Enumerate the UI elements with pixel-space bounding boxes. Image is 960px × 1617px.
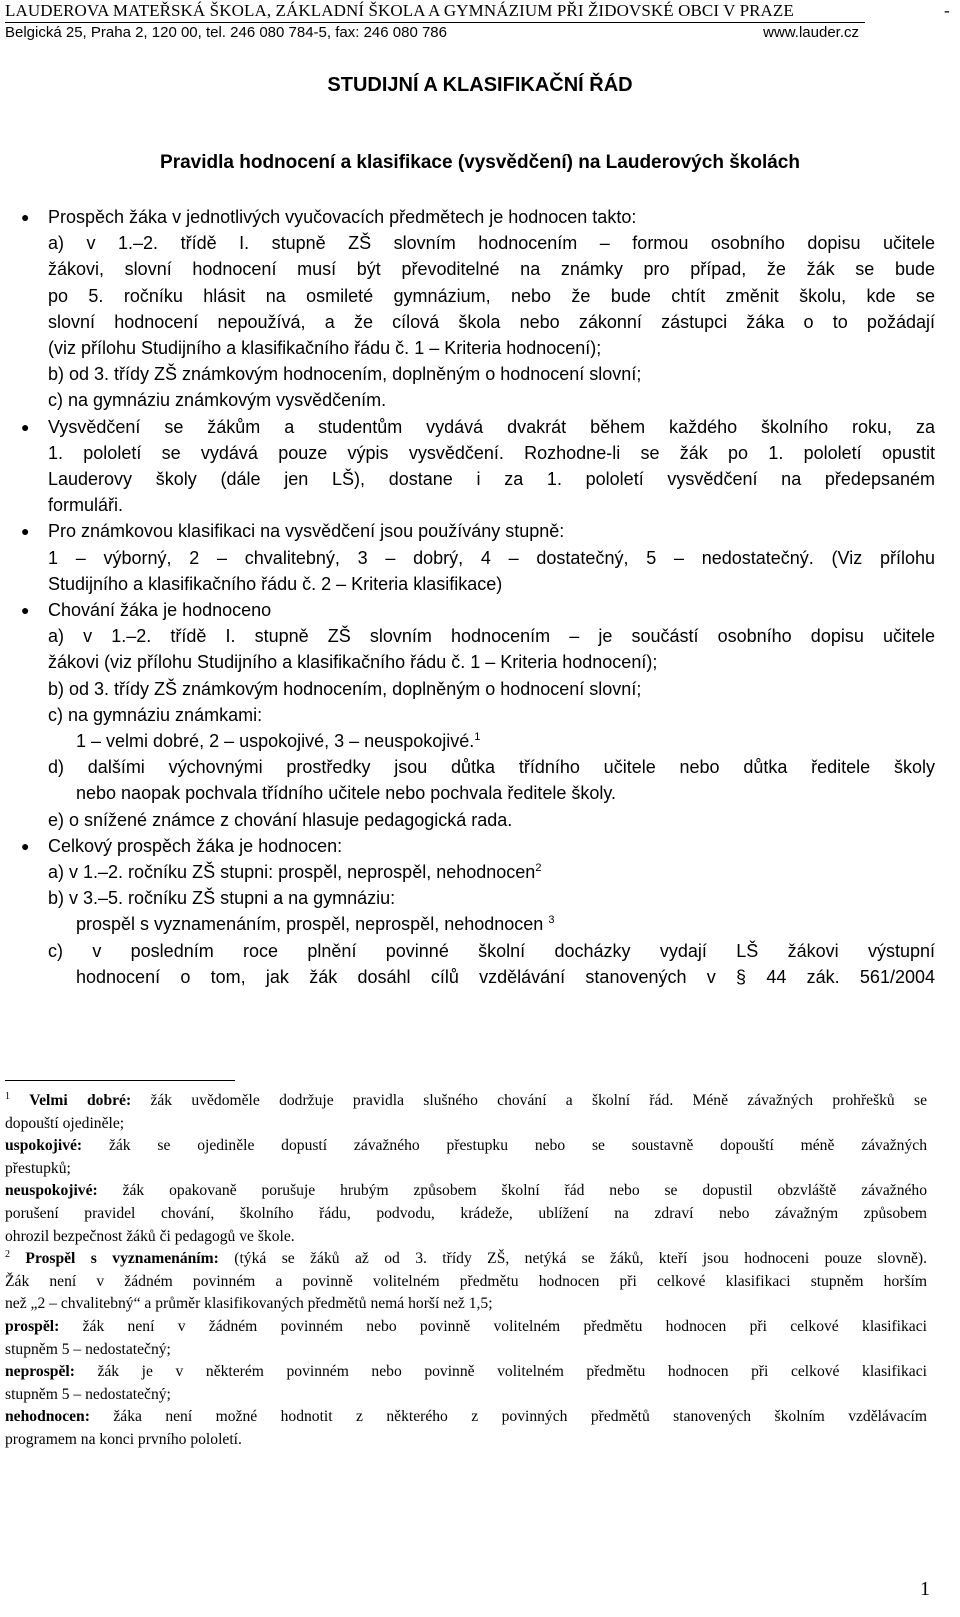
footnote-term: nehodnocen: bbox=[5, 1408, 90, 1426]
footnote-line bbox=[5, 1361, 927, 1384]
text-line: a) v 1.–2. třídě I. stupně ZŠ slovním hodnocením – je součástí osobního dopisu učitele bbox=[48, 626, 935, 647]
website-link[interactable]: www.lauder.cz bbox=[763, 24, 859, 41]
footnote-separator bbox=[5, 1080, 235, 1081]
footnote-term: prospěl: bbox=[5, 1317, 60, 1335]
text-line bbox=[48, 859, 935, 885]
text-line: Pro známkovou klasifikaci na vysvědčení jsou používány stupně: bbox=[48, 521, 565, 542]
footnote-line: ohrozil bezpečnost žáků či pedagogů ve škole. bbox=[5, 1227, 295, 1245]
bullet-icon: ● bbox=[21, 418, 30, 435]
text-line: e) o snížené známce z chování hlasuje pedagogická rada. bbox=[48, 809, 513, 830]
footnote-line bbox=[5, 1406, 927, 1429]
text-line: 1. pololetí se vydává pouze výpis vysvědčení. Rozhodne-li se žák po 1. pololetí opustit bbox=[48, 442, 935, 463]
footnote-line: dopouští ojediněle; bbox=[5, 1114, 125, 1132]
list-item-grades bbox=[0, 204, 935, 414]
footnote-text: žák se ojediněle dopustí závažného přestupku nebo se soustavně dopouští méně závažných bbox=[108, 1137, 927, 1155]
footnote-line: přestupků; bbox=[5, 1159, 71, 1177]
text-line: c) na gymnáziu známkami: bbox=[48, 704, 263, 725]
footnote-number: 2 bbox=[5, 1249, 10, 1261]
footnote-line bbox=[5, 1248, 927, 1271]
text-line: b) v 3.–5. ročníku ZŠ stupni a na gymnáziu: bbox=[48, 888, 396, 909]
footnote-ref[interactable]: 3 bbox=[548, 914, 555, 927]
text-line-content: 1 – velmi dobré, 2 – uspokojivé, 3 – neuspokojivé. bbox=[76, 730, 475, 751]
text-line-content: prospěl s vyznamenáním, prospěl, neprospěl, nehodnocen bbox=[76, 914, 544, 935]
text-line-content: a) v 1.–2. ročníku ZŠ stupni: prospěl, neprospěl, nehodnocen bbox=[48, 861, 536, 882]
text-line: Chování žáka je hodnoceno bbox=[48, 599, 272, 620]
address-text: Belgická 25, Praha 2, 120 00, tel. 246 080 784-5, fax: 246 080 786 bbox=[5, 24, 447, 41]
text-line: žákovi, slovní hodnocení musí být převoditelné na známky pro případ, že žák se bude bbox=[48, 259, 935, 280]
footnote-text: žák není v žádném povinném nebo povinně volitelném předmětu hodnocen při celkové klasifikaci bbox=[82, 1317, 927, 1335]
list-item-overall-result bbox=[0, 833, 935, 990]
header-dash: - bbox=[944, 1, 950, 20]
text-line: Prospěch žáka v jednotlivých vyučovacích předmětech je hodnocen takto: bbox=[48, 207, 637, 227]
text-line: c) v posledním roce plnění povinné školní docházky vydají LŠ žákovi výstupní bbox=[48, 940, 935, 961]
text-line: Vysvědčení se žákům a studentům vydává dvakrát během každého školního roku, za bbox=[48, 416, 935, 437]
page-number: 1 bbox=[920, 1578, 930, 1600]
address-line bbox=[5, 22, 865, 44]
school-name-header: LAUDEROVA MATEŘSKÁ ŠKOLA, ZÁKLADNÍ ŠKOLA A GYMNÁZIUM PŘI ŽIDOVSKÉ OBCI V PRAZE bbox=[5, 0, 865, 23]
bullet-icon: ● bbox=[21, 601, 30, 618]
footnote-text: žák uvědoměle dodržuje pravidla slušného chování a školní řád. Méně závažných prohřešků se bbox=[150, 1092, 927, 1109]
footnotes bbox=[5, 1090, 927, 1452]
footnote-line bbox=[5, 1316, 927, 1339]
text-line: 1 – výborný, 2 – chvalitebný, 3 – dobrý, 4 – dostatečný, 5 – nedostatečný. (Viz přílohu bbox=[48, 547, 935, 568]
footnote-term: uspokojivé: bbox=[5, 1137, 83, 1155]
footnote-term: neprospěl: bbox=[5, 1363, 75, 1381]
footnote-term: Velmi dobré: bbox=[29, 1092, 132, 1109]
text-line: slovní hodnocení nepoužívá, a že cílová škola nebo zákonní zástupci žáka o to požádají bbox=[48, 311, 935, 332]
footnote-line bbox=[5, 1090, 927, 1113]
text-line: nebo naopak pochvala třídního učitele nebo pochvala ředitele školy. bbox=[76, 783, 617, 804]
footnote-line: stupněm 5 – nedostatečný; bbox=[5, 1385, 171, 1403]
text-line: (viz přílohu Studijního a klasifikačního řádu č. 1 – Kriteria hodnocení); bbox=[48, 337, 602, 358]
footnote-line bbox=[5, 1180, 927, 1203]
list-item-behavior bbox=[0, 597, 935, 833]
text-line: a) v 1.–2. třídě I. stupně ZŠ slovním hodnocením – formou osobního dopisu učitele bbox=[48, 233, 935, 254]
text-line bbox=[48, 911, 935, 937]
text-line: b) od 3. třídy ZŠ známkovým hodnocením, doplněným o hodnocení slovní; bbox=[48, 678, 642, 699]
footnote-term: neuspokojivé: bbox=[5, 1182, 98, 1200]
footnote-text: žák opakovaně porušuje hrubým způsobem školní řád nebo se dopustil obzvláště závažného bbox=[122, 1182, 927, 1200]
document-body bbox=[0, 204, 960, 990]
document-subtitle: Pravidla hodnocení a klasifikace (vysvědčení) na Lauderových školách bbox=[160, 152, 800, 173]
text-line: Studijního a klasifikačního řádu č. 2 – Kriteria klasifikace) bbox=[48, 573, 503, 594]
footnote-line: než „2 – chvalitebný“ a průměr klasifikovaných předmětů nemá horší než 1,5; bbox=[5, 1295, 493, 1313]
footnote-line bbox=[5, 1135, 927, 1158]
text-line bbox=[48, 728, 935, 754]
footnote-text: žáka není možné hodnotit z některého z povinných předmětů stanovených školním vzdělávacím bbox=[113, 1408, 927, 1426]
text-line: hodnocení o tom, jak žák dosáhl cílů vzdělávání stanovených v § 44 zák. 561/2004 bbox=[76, 966, 935, 987]
text-line: Lauderovy školy (dále jen LŠ), dostane i za 1. pololetí vysvědčení na předepsaném bbox=[48, 468, 935, 489]
bullet-icon: ● bbox=[21, 837, 30, 854]
footnote-text: (týká se žáků až od 3. třídy ZŠ, netýká se žáků, kteří jsou hodnoceni pouze slovně). bbox=[234, 1250, 927, 1268]
bullet-icon: ● bbox=[21, 209, 30, 225]
document-title: STUDIJNÍ A KLASIFIKAČNÍ ŘÁD bbox=[327, 74, 633, 96]
footnote-number: 1 bbox=[5, 1091, 10, 1102]
footnote-ref[interactable]: 2 bbox=[535, 861, 542, 874]
text-line: b) od 3. třídy ZŠ známkovým hodnocením, doplněným o hodnocení slovní; bbox=[48, 364, 642, 385]
footnote-text: žák je v některém povinném nebo povinně volitelném předmětu hodnocen při celkové klasifikaci bbox=[97, 1363, 927, 1381]
list-item-report-card bbox=[0, 414, 935, 519]
text-line: c) na gymnáziu známkovým vysvědčením. bbox=[48, 390, 387, 411]
footnote-line: Žák není v žádném povinném a povinně volitelném předmětu hodnocen při celkové klasifikaci stupněm horším bbox=[5, 1272, 927, 1290]
footnote-line: porušení pravidel chování, školního řádu, podvodu, krádeže, ublížení na zdraví nebo závažným způsobem bbox=[5, 1204, 927, 1222]
text-line: žákovi (viz přílohu Studijního a klasifikačního řádu č. 1 – Kriteria hodnocení); bbox=[48, 652, 658, 673]
list-item-grading-scale bbox=[0, 518, 935, 597]
footnote-term: Prospěl s vyznamenáním: bbox=[25, 1250, 219, 1268]
footnote-line: stupněm 5 – nedostatečný; bbox=[5, 1340, 171, 1358]
footnote-line: programem na konci prvního pololetí. bbox=[5, 1430, 242, 1448]
bullet-icon: ● bbox=[21, 523, 30, 540]
text-line: po 5. ročníku hlásit na osmileté gymnázium, nebo že bude chtít změnit školu, kde se bbox=[48, 285, 935, 306]
footnote-ref[interactable]: 1 bbox=[474, 730, 481, 743]
text-line: d) dalšími výchovnými prostředky jsou důtka třídního učitele nebo důtka ředitele školy bbox=[48, 757, 935, 778]
text-line: Celkový prospěch žáka je hodnocen: bbox=[48, 835, 343, 856]
text-line: formuláři. bbox=[48, 495, 124, 516]
